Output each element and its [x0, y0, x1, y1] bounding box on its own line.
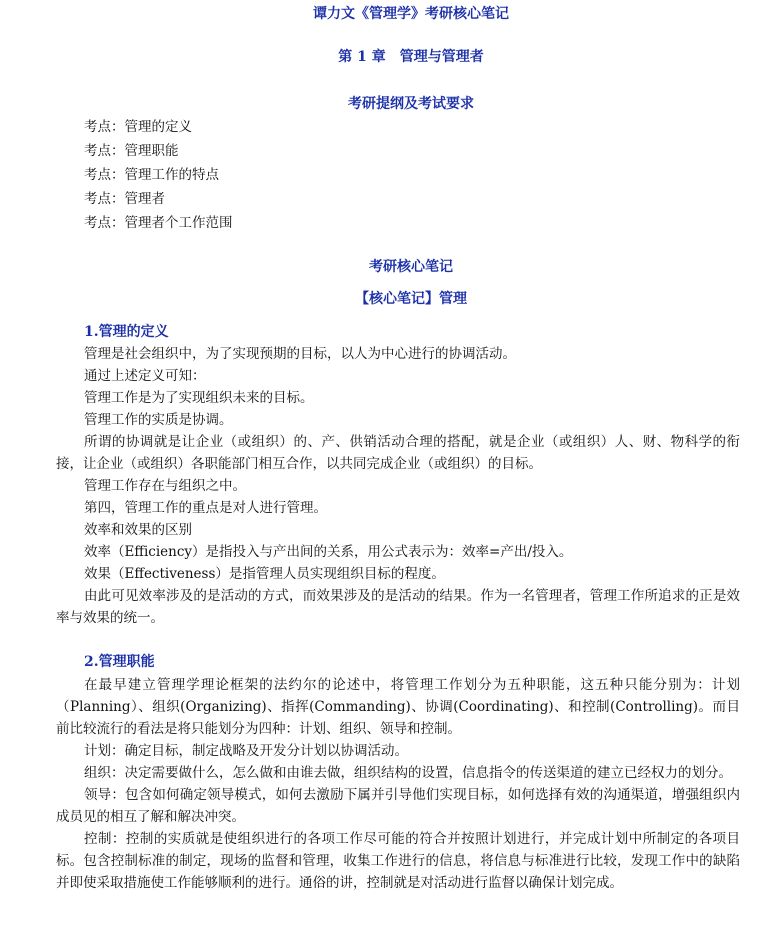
paragraph: 控制：控制的实质就是使组织进行的各项工作尽可能的符合并按照计划进行，并完成计划中所制定的各项目标。包含控制标准的制定，现场的监督和管理，收集工作进行的信息，将信息与标准进行比较，发现工作中的缺陷并即使采取措施使工作能够顺利的进行。通俗的讲，控制就是对活动进行监督以确保计划完成。: [56, 831, 740, 891]
paragraph: 管理工作是为了实现组织未来的目标。: [84, 390, 314, 406]
notes-heading: 考研核心笔记: [369, 259, 453, 275]
paragraph: 通过上述定义可知：: [84, 368, 206, 384]
paragraph: 第四，管理工作的重点是对人进行管理。: [84, 500, 327, 516]
exam-point: 考点：管理的定义: [84, 119, 192, 135]
chapter-number: 第 1 章: [338, 49, 386, 65]
chapter-heading: [0, 46, 780, 66]
exam-point: 考点：管理职能: [84, 143, 179, 159]
paragraph: 效率（Efficiency）是指投入与产出间的关系，用公式表示为：效率=产出/投入。: [84, 544, 573, 560]
section-heading: 2.管理职能: [84, 654, 155, 670]
paragraph: 在最早建立管理学理论框架的法约尔的论述中，将管理工作划分为五种职能，这五种只能分别为：计划（Planning）、组织(Organizing)、指挥(Commanding)、协调(Coordinating)、和控制(Controlling)。而目前比较流行的看法是将只能划分为四种：计划、组织、领导和控制。: [56, 677, 740, 737]
document-title: 谭力文《管理学》考研核心笔记: [313, 6, 509, 22]
paragraph: 效果（Effectiveness）是指管理人员实现组织目标的程度。: [84, 566, 445, 582]
core-notes-heading: 【核心笔记】管理: [355, 291, 467, 307]
chapter-name: 管理与管理者: [399, 49, 484, 65]
outline-heading: 考研提纲及考试要求: [348, 96, 474, 112]
exam-point: 考点：管理者: [84, 191, 165, 207]
section-definition: [56, 321, 740, 629]
paragraph: 管理工作存在与组织之中。: [84, 478, 246, 494]
section-heading: 1.管理的定义: [84, 324, 169, 340]
paragraph: 效率和效果的区别: [84, 522, 192, 538]
exam-point: 考点：管理工作的特点: [84, 167, 219, 183]
paragraph: 管理是社会组织中，为了实现预期的目标，以人为中心进行的协调活动。: [84, 346, 516, 362]
paragraph: 由此可见效率涉及的是活动的方式，而效果涉及的是活动的结果。作为一名管理者，管理工作所追求的正是效率与效果的统一。: [56, 588, 740, 626]
paragraph: 组织：决定需要做什么，怎么做和由谁去做，组织结构的设置，信息指令的传送渠道的建立已经权力的划分。: [84, 765, 732, 781]
exam-point: 考点：管理者个工作范围: [84, 215, 233, 231]
exam-points-list: [84, 115, 233, 235]
paragraph: 所谓的协调就是让企业（或组织）的、产、供销活动合理的搭配，就是企业（或组织）人、财、物科学的衔接，让企业（或组织）各职能部门相互合作，以共同完成企业（或组织）的目标。: [56, 434, 740, 472]
paragraph: 计划：确定目标，制定战略及开发分计划以协调活动。: [84, 743, 408, 759]
paragraph: 管理工作的实质是协调。: [84, 412, 233, 428]
section-functions: [56, 651, 740, 894]
paragraph: 领导：包含如何确定领导模式，如何去激励下属并引导他们实现目标，如何选择有效的沟通渠道，增强组织内成员见的相互了解和解决冲突。: [56, 787, 740, 825]
